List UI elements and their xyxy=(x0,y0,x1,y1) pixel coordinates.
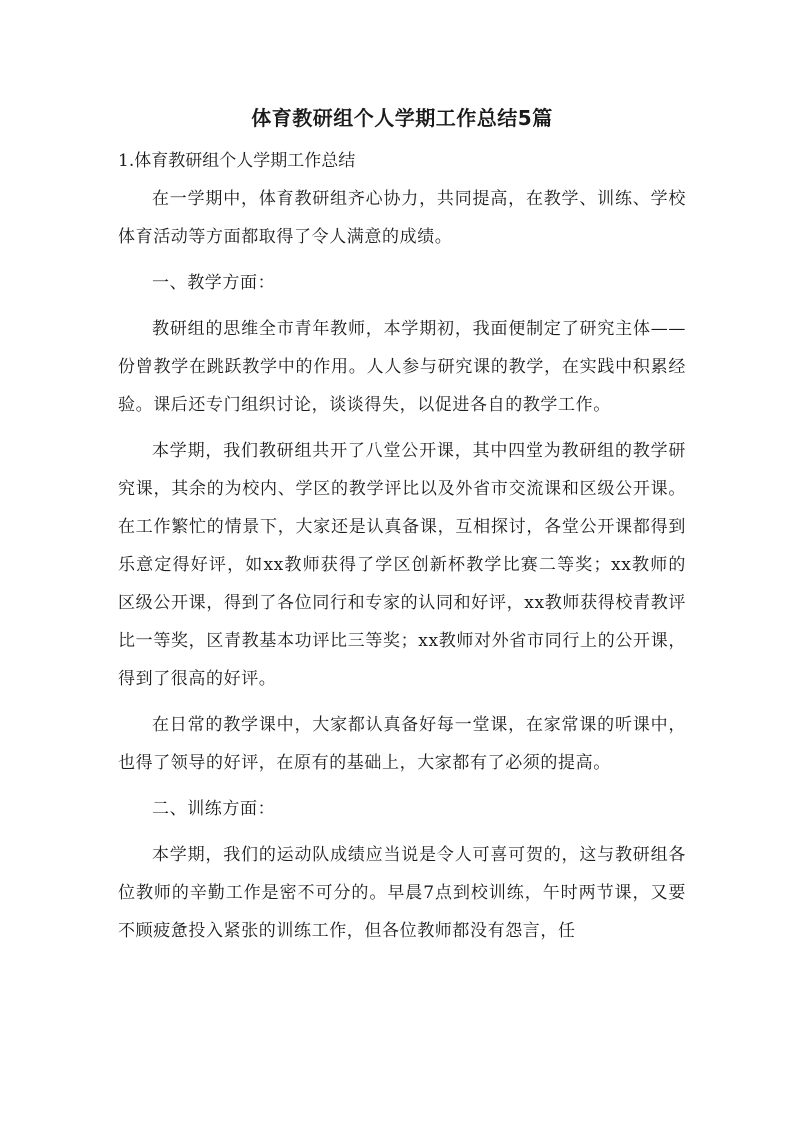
heading-training: 二、训练方面： xyxy=(152,799,276,819)
paragraph-daily-teaching: 在日常的教学课中，大家都认真备好每一堂课，在家常课的听课中，也得了领导的好评，在原有的基础上，大家都有了必须的提高。 xyxy=(118,715,686,773)
paragraph-research: 教研组的思维全市青年教师，本学期初，我面便制定了研究主体——份曾教学在跳跃教学中的作用。人人参与研究课的教学，在实践中积累经验。课后还专门组织讨论，谈谈得失，以促进各自的教学工作。 xyxy=(118,319,686,415)
paragraph-open-classes: 本学期，我们教研组共开了八堂公开课，其中四堂为教研组的教学研究课，其余的为校内、学区的教学评比以及外省市交流课和区级公开课。在工作繁忙的情景下，大家还是认真备课，互相探讨，各堂公开课都得到乐意定得好评，如xx教师获得了学区创新杯教学比赛二等奖；xx教师的区级公开课，得到了各位同行和专家的认同和好评，xx教师获得校青教评比一等奖，区青教基本功评比三等奖；xx教师对外省市同行上的公开课，得到了很高的好评。 xyxy=(118,441,686,689)
paragraph-training: 本学期，我们的运动队成绩应当说是令人可喜可贺的，这与教研组各位教师的辛勤工作是密不可分的。早晨7点到校训练，午时两节课，又要不顾疲惫投入紧张的训练工作，但各位教师都没有怨言，任 xyxy=(118,845,686,941)
heading-teaching: 一、教学方面： xyxy=(152,273,276,293)
document-title: 体育教研组个人学期工作总结5篇 xyxy=(251,106,553,130)
paragraph-intro: 在一学期中，体育教研组齐心协力，共同提高，在教学、训练、学校体育活动等方面都取得了令人满意的成绩。 xyxy=(118,189,686,247)
document-body xyxy=(118,100,686,958)
section-title: 1.体育教研组个人学期工作总结 xyxy=(118,151,356,171)
